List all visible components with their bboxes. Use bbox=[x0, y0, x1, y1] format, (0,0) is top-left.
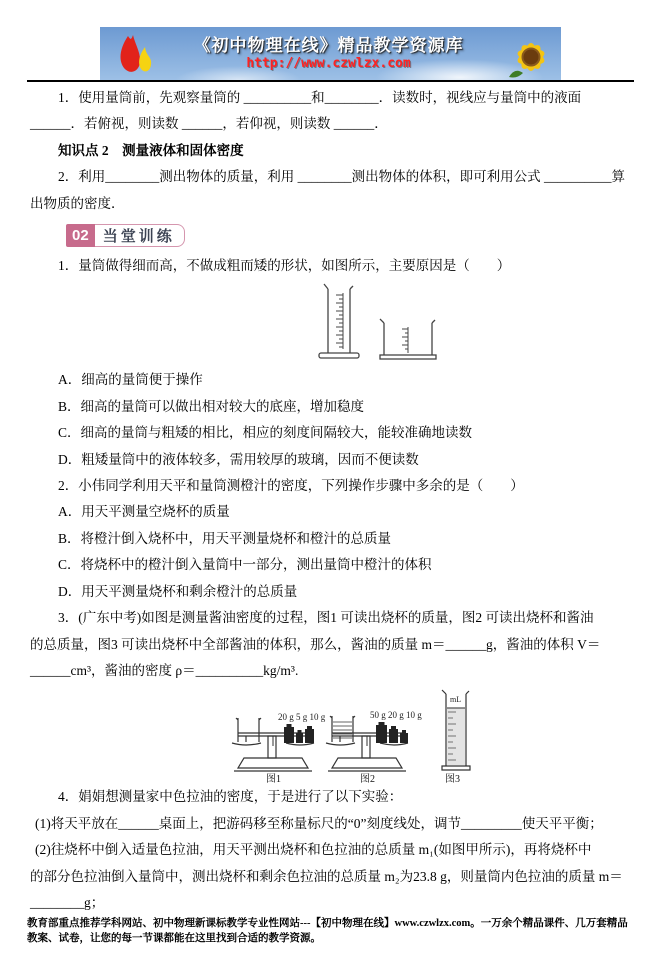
question-4-step-2: (2)往烧杯中倒入适量色拉油，用天平测出烧杯和色拉油的总质量 m₁(如图甲所示)，再将烧杯中 bbox=[35, 842, 592, 858]
question-4-line-4: ________g； bbox=[30, 894, 105, 910]
section-badge-number: 02 bbox=[66, 224, 95, 247]
question-2-option-c: C．将烧杯中的橙汁倒入量筒中一部分，测出量筒中橙汁的体积 bbox=[58, 557, 432, 573]
text-line-k2b: 出物质的密度． bbox=[30, 195, 125, 211]
question-1-option-c: C．细高的量筒与粗矮的相比，相应的刻度间隔较大，能较准确地读数 bbox=[58, 425, 473, 441]
question-4-line-3: 的部分色拉油倒入量筒中，测出烧杯和剩余色拉油的总质量 m₂为23.8 g，则量筒内色拉油的质量 m＝ bbox=[30, 868, 623, 884]
question-4: 4．娟娟想测量家中色拉油的密度，于是进行了以下实验： bbox=[58, 789, 403, 805]
weights-label-fig1: 20 g 5 g 10 g bbox=[278, 712, 326, 723]
question-1-option-a: A．细高的量筒便于操作 bbox=[58, 372, 203, 388]
cylinder-unit-label: mL bbox=[450, 695, 462, 705]
banner-text-block bbox=[156, 37, 501, 70]
figure-3-caption: 图3 bbox=[445, 774, 460, 785]
section-badge-label: 当堂训练 bbox=[95, 224, 185, 247]
figure-cylinders bbox=[298, 281, 631, 367]
balances-drawing bbox=[226, 688, 482, 784]
figure-1-caption: 图1 bbox=[266, 774, 281, 785]
question-2-option-b: B．将橙汁倒入烧杯中，用天平测量烧杯和橙汁的总质量 bbox=[58, 530, 392, 546]
question-2-option-a: A．用天平测量空烧杯的质量 bbox=[58, 504, 230, 520]
question-2: 2．小伟同学利用天平和量筒测橙汁的密度，下列操作步骤中多余的是（ ） bbox=[58, 478, 524, 494]
question-4-step-1: (1)将天平放在______桌面上，把游码移至称量标尺的“0”刻度线处，调节_________使天平平衡； bbox=[35, 815, 603, 831]
question-2-option-d: D．用天平测量烧杯和剩余橙汁的总质量 bbox=[58, 583, 298, 599]
sunflower-icon bbox=[501, 27, 557, 80]
question-1: 1．量筒做得细而高，不做成粗而矮的形状，如图所示，主要原因是（ ） bbox=[58, 258, 511, 274]
question-3-line-1: 3．(广东中考)如图是测量酱油密度的过程，图1 可读出烧杯的质量，图2 可读出烧杯和酱油 bbox=[58, 610, 594, 626]
page-footer: 教育部重点推荐学科网站、初中物理新课标教学专业性网站---【初中物理在线】www.czwlzx.com。一万余个精品课件、几万套精品教案、试卷，让您的每一节课都能在这里找到合适的教学资源。 bbox=[27, 918, 628, 944]
figure-balances-cylinder bbox=[226, 688, 631, 784]
question-1-option-d: D．粗矮量筒中的液体较多，需用较厚的玻璃，因而不便读数 bbox=[58, 451, 419, 467]
question-3-line-3: ______cm³，酱油的密度 ρ＝__________kg/m³. bbox=[30, 662, 299, 678]
site-banner bbox=[100, 27, 561, 80]
cylinders-drawing bbox=[298, 281, 468, 367]
banner-title: 《初中物理在线》精品教学资源库 bbox=[193, 36, 464, 55]
text-line-k2a: 2．利用________测出物体的质量，利用 ________测出物体的体积，即可利用公式 __________算 bbox=[58, 169, 625, 185]
banner-url: http://www.czwlzx.com bbox=[246, 56, 411, 71]
knowledge-point-2-heading: 知识点 2 测量液体和固体密度 bbox=[58, 142, 244, 158]
flame-logo-icon bbox=[108, 30, 156, 78]
text-line-k1b: ______．若俯视，则读数 ______，若仰视，则读数 ______． bbox=[30, 116, 388, 132]
weights-label-fig2: 50 g 20 g 10 g bbox=[370, 710, 422, 721]
worksheet-page bbox=[0, 27, 661, 962]
text-line-k1a: 1．使用量筒前，先观察量筒的 __________和________．读数时，视线应与量筒中的液面 bbox=[58, 90, 582, 105]
question-3-line-2: 的总质量，图3 可读出烧杯中全部酱油的体积，那么，酱油的质量 m＝______g，酱油的体积 V＝ bbox=[30, 636, 601, 652]
worksheet-content bbox=[0, 82, 661, 916]
figure-2-caption: 图2 bbox=[360, 774, 375, 785]
question-1-option-b: B．细高的量筒可以做出相对较大的底座，增加稳度 bbox=[58, 398, 365, 414]
section-badge bbox=[66, 224, 185, 247]
